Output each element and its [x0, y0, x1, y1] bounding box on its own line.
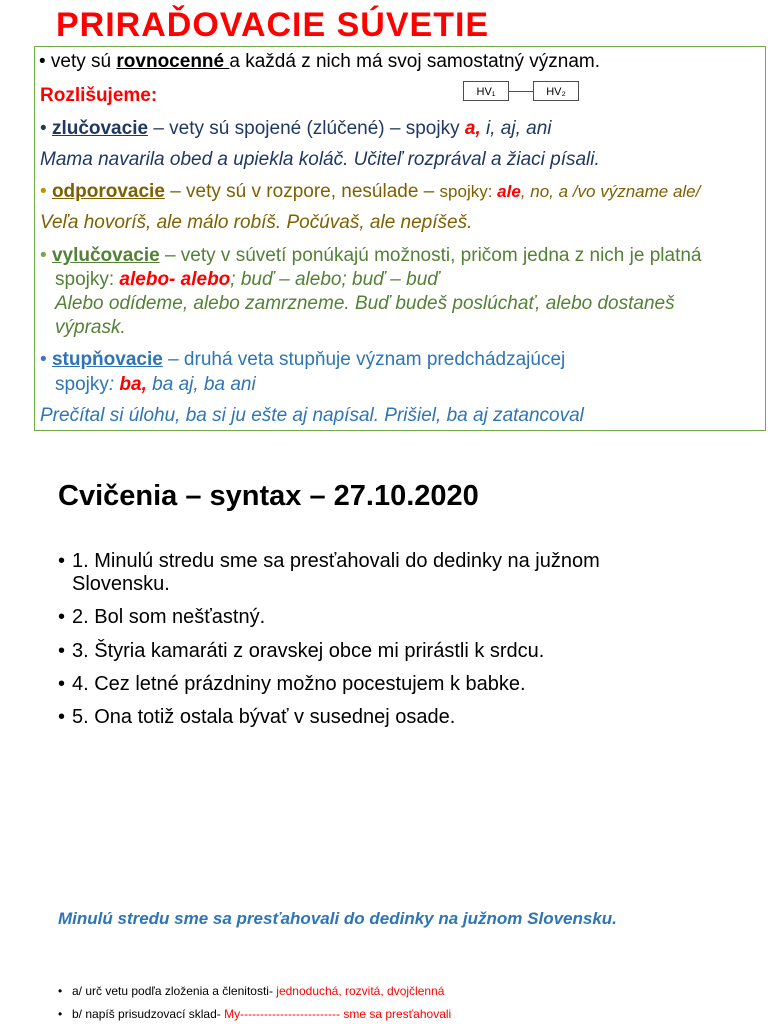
- exercise-item-1: • 1. Minulú stredu sme sa presťahovali do dedinky na južnom Slovensku.: [58, 550, 600, 595]
- hv2-box: HV₂: [533, 81, 579, 101]
- zlucovacie-example: Mama navarila obed a upiekla koláč. Učiteľ rozprával a žiaci písali.: [40, 149, 600, 170]
- content-box: [34, 46, 766, 431]
- odporovacie-example: Veľa hovoríš, ale málo robíš. Počúvaš, ale nepíšeš.: [40, 212, 473, 233]
- stupnovacie-line: • stupňovacie – druhá veta stupňuje význam predchádzajúcej: [40, 349, 566, 370]
- exercise-item-3: • 3. Štyria kamaráti z oravskej obce mi prirástli k srdcu.: [58, 640, 545, 662]
- stupnovacie-conjunctions: spojky: ba, ba aj, ba ani: [55, 374, 256, 395]
- vylucovacie-line: • vylučovacie – vety v súvetí ponúkajú možnosti, pričom jedna z nich je platná: [40, 245, 702, 266]
- hv1-box: HV₁: [463, 81, 509, 101]
- stupnovacie-example: Prečítal si úlohu, ba si ju ešte aj napísal. Prišiel, ba aj zatancoval: [40, 405, 584, 426]
- analysis-sentence: Minulú stredu sme sa presťahovali do dedinky na južnom Slovensku.: [58, 909, 617, 928]
- exercise-item-2: • 2. Bol som nešťastný.: [58, 606, 266, 628]
- distinguish-label: Rozlišujeme:: [40, 85, 158, 106]
- hv-connector: [509, 91, 533, 92]
- vylucovacie-conjunctions: spojky: alebo- alebo; buď – alebo; buď – buď: [55, 269, 440, 290]
- task-a: • a/ urč vetu podľa zloženia a členitosti- jednoduchá, rozvitá, dvojčlenná: [58, 984, 445, 998]
- exercises-title: Cvičenia – syntax – 27.10.2020: [58, 480, 479, 512]
- intro-line: • vety sú rovnocenné a každá z nich má svoj samostatný význam.: [39, 51, 601, 72]
- zlucovacie-line: • zlučovacie – vety sú spojené (zlúčené) – spojky a, i, aj, ani: [40, 118, 552, 139]
- exercise-item-5: • 5. Ona totiž ostala bývať v susednej osade.: [58, 706, 456, 728]
- exercise-item-4: • 4. Cez letné prázdniny možno pocestujem k babke.: [58, 673, 526, 695]
- vylucovacie-example-2: výprask.: [55, 317, 126, 338]
- vylucovacie-example-1: Alebo odídeme, alebo zamrzneme. Buď budeš poslúchať, alebo dostaneš: [55, 293, 675, 314]
- slide-title: PRIRAĎOVACIE SÚVETIE: [56, 6, 490, 44]
- odporovacie-line: • odporovacie – vety sú v rozpore, nesúlade – spojky: ale, no, a /vo význame ale/: [40, 181, 701, 202]
- task-b: • b/ napíš prisudzovací sklad- My------------------------- sme sa presťahovali: [58, 1007, 452, 1021]
